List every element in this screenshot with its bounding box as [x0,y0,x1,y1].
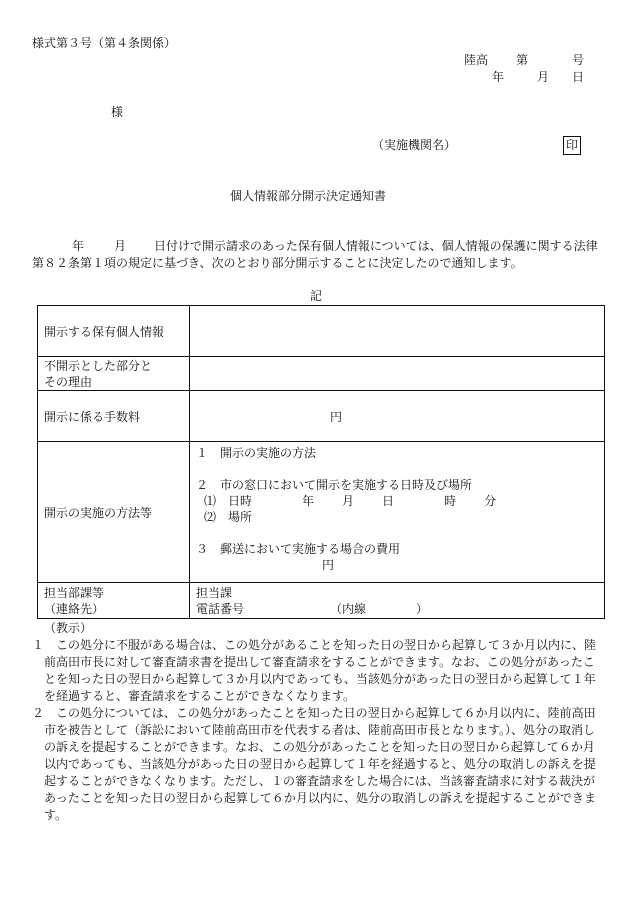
row5-label-line2: （連絡先） [44,601,105,616]
row4-item3-value: 円 [322,558,335,572]
row3-label: 開示に係る手数料 [38,391,190,442]
row4-item2-sub2 [196,509,604,525]
row4-sub2-label: ⑵ 場所 [204,510,253,524]
row4-sub1-hour: 時 [444,494,457,508]
date-day: 日 [572,70,585,84]
row4-sub1-label: ⑴ 日時 [204,494,253,508]
extension-close: ） [416,601,429,616]
date-month: 月 [537,70,550,84]
row4-item1: １ 開示の実施の方法 [196,446,317,460]
row4-item3-value-line [196,557,604,573]
ki-mark: 記 [310,289,323,303]
issuer-name: （実施機関名） [372,138,457,152]
row2-value [190,357,605,391]
phone-label: 電話番号 [196,601,245,616]
date-year: 年 [492,70,505,84]
table-row [38,391,605,442]
row5-label [38,583,190,619]
table-row [38,442,605,583]
row4-sub1-day: 日 [382,494,395,508]
doc-number-suffix: 号 [572,53,585,67]
row4-item2-sub1 [196,493,604,509]
row4-value [190,442,605,583]
row4-sub1-year: 年 [302,494,315,508]
row4-item2: ２ 市の窓口において開示を実施する日時及び場所 [196,478,473,492]
form-number: 様式第３号（第４条関係） [32,36,177,50]
row3-value: 円 [330,409,343,424]
row2-label-line2: その理由 [44,374,93,389]
row4-sub1-month: 月 [342,494,355,508]
row4-label: 開示の実施の方法等 [38,442,190,583]
row5-value [190,583,605,619]
row4-sub1-min: 分 [484,494,497,508]
intro-month: 月 [114,239,127,253]
row4-item3: ３ 郵送において実施する場合の費用 [196,542,401,556]
extension-label: （内線 [330,601,367,616]
row3-value-cell [190,391,605,442]
instruction-section [32,620,605,824]
table-row [38,583,605,619]
intro-paragraph [32,238,602,272]
disclosure-table [37,305,605,619]
row2-label-line1: 不開示とした部分と [44,358,153,373]
row5-value-line1: 担当課 [196,585,233,600]
instruction-heading: （教示） [44,621,93,635]
row5-value-line2 [196,601,604,617]
document-title: 個人情報部分開示決定通知書 [230,189,387,203]
row1-label: 開示する保有個人情報 [38,306,190,357]
table-row [38,306,605,357]
intro-year: 年 [72,239,85,253]
instruction-item-1: １ この処分に不服がある場合は、この処分があることを知った日の翌日から起算して３か月以内に、陸前高田市長に対して審査請求書を提出して審査請求をすることができます。なお、この処分があったことを知った日の翌日から起算して３か月以内であっても、当該処分があった日の翌日から起算して１年を経過すると、審査請求をすることができなくなります。 [32,638,597,703]
doc-number-mid: 第 [516,53,529,67]
instruction-item-2: ２ この処分については、この処分があったことを知った日の翌日から起算して６か月以内に、陸前高田市を被告として（訴訟において陸前高田市を代表する者は、陸前高田市長となります。）、処分の取消しの訴えを提起することができます。なお、この処分があったことを知った日の翌日から起算して６か月以内であっても、当該処分があった日の翌日から起算して１年を経過すると、処分の取消しの訴えを提起することができなくなります。ただし、１の審査請求をした場合には、当該審査請求に対する裁決があったことを知った日の翌日から起算して６か月以内に、処分の取消しの訴えを提起することができます。 [32,706,596,822]
intro-text: 日付けで開示請求のあった保有個人情報については、個人情報の保護に関する法律第８２条第１項の規定に基づき、次のとおり部分開示することに決定したので通知します。 [32,239,598,270]
addressee-honorific: 様 [111,105,124,119]
row5-label-line1: 担当部課等 [44,585,105,600]
doc-number-prefix: 陸高 [464,53,489,67]
row1-value [190,306,605,357]
seal-stamp: 印 [563,136,581,155]
table-row [38,357,605,391]
row2-label [38,357,190,391]
